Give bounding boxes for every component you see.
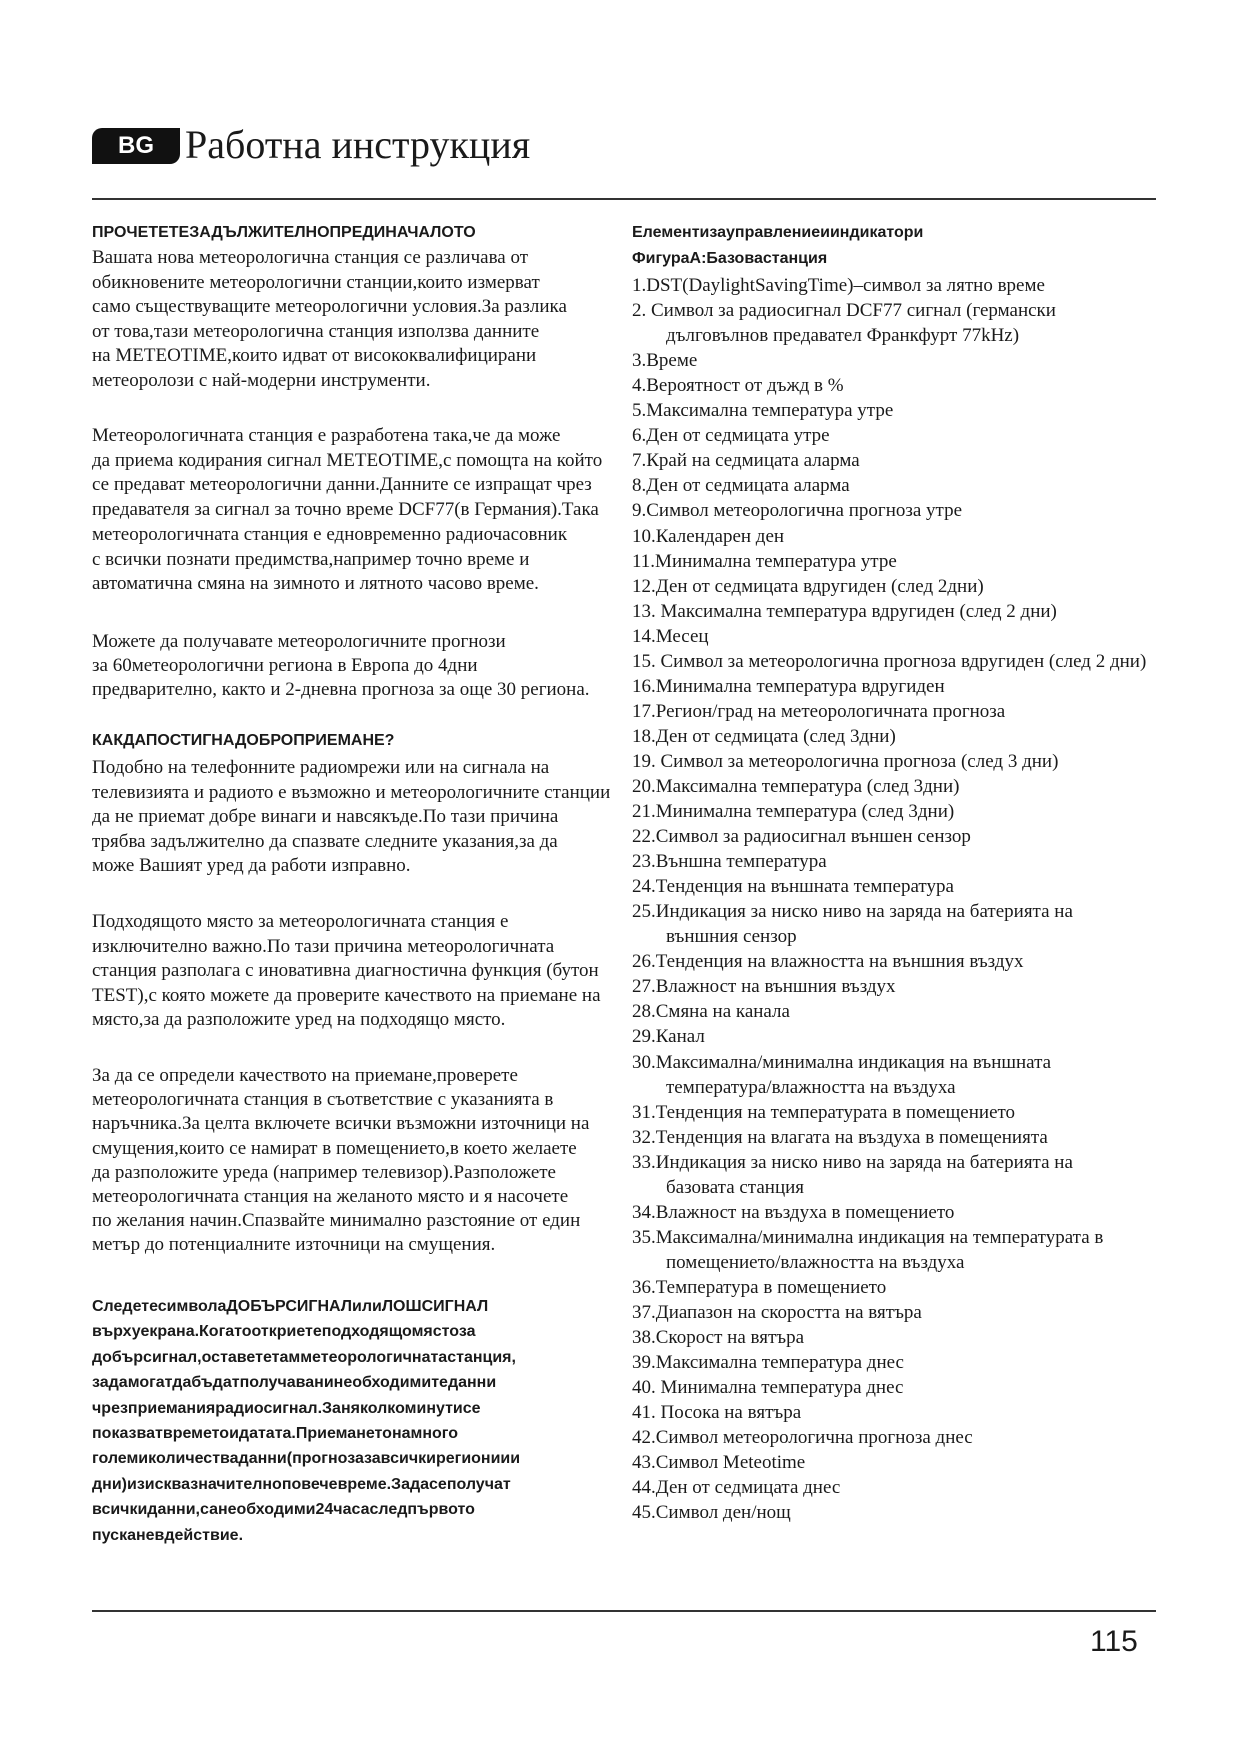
- paragraph-line: метеорологичната станция в съответствие с указанията в: [92, 1089, 554, 1110]
- list-item: 14.Месец: [632, 626, 709, 647]
- paragraph-line: метеорологичната станция на желаното място и я насочете: [92, 1186, 569, 1207]
- paragraph-line: обикновените метеорологични станции,които измерват: [92, 272, 540, 293]
- list-item: 24.Тенденция на външната температура: [632, 876, 954, 897]
- section-heading: КАКДАПОСТИГНАДОБРОПРИЕМАНЕ?: [92, 732, 395, 749]
- paragraph-line: Вашата нова метеорологична станция се различава от: [92, 247, 529, 268]
- paragraph-line: трябва задължително да спазвате следните указания,за да: [92, 831, 558, 852]
- list-item: 45.Символ ден/нощ: [632, 1502, 791, 1523]
- notice-line: СледетесимволаДОБЪРСИГНАЛилиЛОШСИГНАЛ: [92, 1298, 489, 1315]
- list-item: 5.Максимална температура утре: [632, 400, 894, 421]
- notice-line: задамогатдабъдатполучаванинеобходимитеданни: [92, 1374, 497, 1391]
- page-number: 115: [1090, 1625, 1138, 1658]
- list-item: 39.Максимална температура днес: [632, 1352, 904, 1373]
- list-item: 31.Тенденция на температурата в помещението: [632, 1102, 1016, 1123]
- list-item: 44.Ден от седмицата днес: [632, 1477, 841, 1498]
- list-item: 38.Скорост на вятъра: [632, 1327, 805, 1348]
- list-item: 4.Вероятност от дъжд в %: [632, 375, 844, 396]
- notice-line: пусканевдействие.: [92, 1527, 244, 1544]
- list-item: 8.Ден от седмицата аларма: [632, 475, 850, 496]
- notice-line: чрезприеманиярадиосигнал.Заняколкоминутисе: [92, 1400, 481, 1417]
- list-item: 29.Канал: [632, 1026, 705, 1047]
- list-item: 15. Символ за метеорологична прогноза вдругиден (след 2 дни): [632, 651, 1147, 672]
- paragraph-line: метеорологичната станция е едновременно радиочасовник: [92, 524, 568, 545]
- list-item: 41. Посока на вятъра: [632, 1402, 802, 1423]
- paragraph-line: За да се определи качеството на приемане,проверете: [92, 1065, 518, 1086]
- notice-line: дни)изисквазначителноповечевреме.Задасеполучат: [92, 1476, 511, 1493]
- notice-line: всичкиданни,санеобходими24часаследпървото: [92, 1501, 475, 1518]
- paragraph-line: автоматична смяна на зимното и лятното часово време.: [92, 573, 539, 594]
- list-item: 27.Влажност на външния въздух: [632, 976, 896, 997]
- paragraph-line: място,за да разположите уред на подходящо място.: [92, 1009, 506, 1030]
- paragraph-line: може Вашият уред да работи изправно.: [92, 855, 411, 876]
- list-item: 30.Максимална/минимална индикация на външната: [632, 1052, 1052, 1073]
- paragraph-line: от това,тази метеорологична станция използва данните: [92, 321, 540, 342]
- notice-line: големиколичестваданни(прогнозазавсичкирегиониии: [92, 1450, 521, 1467]
- paragraph-line: Подходящото място за метеорологичната станция е: [92, 911, 509, 932]
- list-item: 7.Край на седмицата аларма: [632, 450, 860, 471]
- page-title: Работна инструкция: [185, 122, 531, 167]
- list-item: 23.Външна температура: [632, 851, 827, 872]
- paragraph-line: наръчника.За целта включете всички възможни източници на: [92, 1113, 590, 1134]
- header-rule: [92, 198, 1156, 200]
- list-item: 36.Температура в помещението: [632, 1277, 887, 1298]
- paragraph-line: телевизията и радиото е възможно и метеорологичните станции: [92, 782, 611, 803]
- list-item: 34.Влажност на въздуха в помещението: [632, 1202, 955, 1223]
- paragraph-line: предавателя за сигнал за точно време DCF77(в Германия).Така: [92, 499, 599, 520]
- list-item: 19. Символ за метеорологична прогноза (след 3 дни): [632, 751, 1059, 772]
- list-item: 28.Смяна на канала: [632, 1001, 790, 1022]
- list-item: 35.Максимална/минимална индикация на температурата в: [632, 1227, 1104, 1248]
- list-item: 22.Символ за радиосигнал външен сензор: [632, 826, 971, 847]
- language-badge: BG: [92, 128, 180, 164]
- paragraph-line: изключително важно.По тази причина метеорологичната: [92, 936, 555, 957]
- list-item: 17.Регион/град на метеорологичната прогноза: [632, 701, 1006, 722]
- list-item-continuation: външния сензор: [666, 926, 797, 947]
- paragraph-line: само съществуващите метеорологични условия.За разлика: [92, 296, 567, 317]
- paragraph-line: да разположите уреда (например телевизор).Разположете: [92, 1162, 556, 1183]
- list-item: 33.Индикация за ниско ниво на заряда на батерията на: [632, 1152, 1073, 1173]
- list-item-continuation: дълговълнов предавател Франкфурт 77kHz): [666, 325, 1020, 346]
- notice-line: добърсигнал,оставететамметеорологичнатастанция,: [92, 1349, 516, 1366]
- list-item: 3.Време: [632, 350, 698, 371]
- paragraph-line: по желания начин.Спазвайте минимално разстояние от един: [92, 1210, 581, 1231]
- list-item: 20.Максимална температура (след 3дни): [632, 776, 960, 797]
- paragraph-line: Метеорологичната станция е разработена така,че да може: [92, 425, 561, 446]
- list-item: 43.Символ Meteotime: [632, 1452, 806, 1473]
- notice-line: върхуекрана.Когатооткриетеподходящомястоза: [92, 1323, 476, 1340]
- list-item-continuation: температура/влажността на въздуха: [666, 1077, 956, 1098]
- list-item: 10.Календарен ден: [632, 526, 785, 547]
- paragraph-line: на METEOTIME,които идват от висококвалифицирани: [92, 345, 537, 366]
- section-heading: ФигураA:Базовастанция: [632, 250, 828, 267]
- list-item: 18.Ден от седмицата (след 3дни): [632, 726, 896, 747]
- list-item: 11.Минимална температура утре: [632, 551, 897, 572]
- paragraph-line: предварително, както и 2-дневна прогноза за още 30 региона.: [92, 679, 590, 700]
- paragraph-line: TEST),с която можете да проверите качеството на приемане на: [92, 985, 601, 1006]
- list-item: 21.Минимална температура (след 3дни): [632, 801, 955, 822]
- list-item: 42.Символ метеорологична прогноза днес: [632, 1427, 973, 1448]
- list-item: 1.DST(DaylightSavingTime)–символ за лятно време: [632, 275, 1045, 296]
- section-heading: ПРОЧЕТЕТЕЗАДЪЛЖИТЕЛНОПРЕДИНАЧАЛОТО: [92, 224, 476, 241]
- paragraph-line: да приема кодирания сигнал METEOTIME,с помощта на който: [92, 450, 603, 471]
- paragraph-line: метеоролози с най-модерни инструменти.: [92, 370, 431, 391]
- list-item: 2. Символ за радиосигнал DCF77 сигнал (германски: [632, 300, 1056, 321]
- list-item: 40. Минимална температура днес: [632, 1377, 904, 1398]
- paragraph-line: за 60метеорологични региона в Европа до 4дни: [92, 655, 478, 676]
- list-item: 6.Ден от седмицата утре: [632, 425, 830, 446]
- paragraph-line: се предават метеорологични данни.Данните се изпращат чрез: [92, 474, 592, 495]
- list-item: 13. Максимална температура вдругиден (след 2 дни): [632, 601, 1057, 622]
- list-item: 26.Тенденция на влажността на външния въздух: [632, 951, 1024, 972]
- list-item: 9.Символ метеорологична прогноза утре: [632, 500, 963, 521]
- paragraph-line: Можете да получавате метеорологичните прогнози: [92, 631, 506, 652]
- paragraph-line: станция разполага с иновативна диагностична функция (бутон: [92, 960, 599, 981]
- paragraph-line: метър до потенциалните източници на смущения.: [92, 1234, 496, 1255]
- paragraph-line: да не приемат добре винаги и навсякъде.По тази причина: [92, 806, 559, 827]
- list-item: 16.Минимална температура вдругиден: [632, 676, 945, 697]
- list-item: 37.Диапазон на скоростта на вятъра: [632, 1302, 922, 1323]
- section-heading: Елементизауправлениеииндикатори: [632, 224, 924, 241]
- list-item: 25.Индикация за ниско ниво на заряда на батерията на: [632, 901, 1073, 922]
- paragraph-line: Подобно на телефонните радиомрежи или на сигнала на: [92, 757, 550, 778]
- list-item-continuation: помещението/влажността на въздуха: [666, 1252, 965, 1273]
- list-item: 12.Ден от седмицата вдругиден (след 2дни): [632, 576, 984, 597]
- footer-rule: [92, 1610, 1156, 1612]
- list-item-continuation: базовата станция: [666, 1177, 805, 1198]
- notice-line: показватвреметоидатата.Приеманетонамного: [92, 1425, 459, 1442]
- paragraph-line: смущения,които се намират в помещението,в което желаете: [92, 1138, 577, 1159]
- list-item: 32.Тенденция на влагата на въздуха в помещенията: [632, 1127, 1048, 1148]
- paragraph-line: с всички познати предимства,например точно време и: [92, 549, 530, 570]
